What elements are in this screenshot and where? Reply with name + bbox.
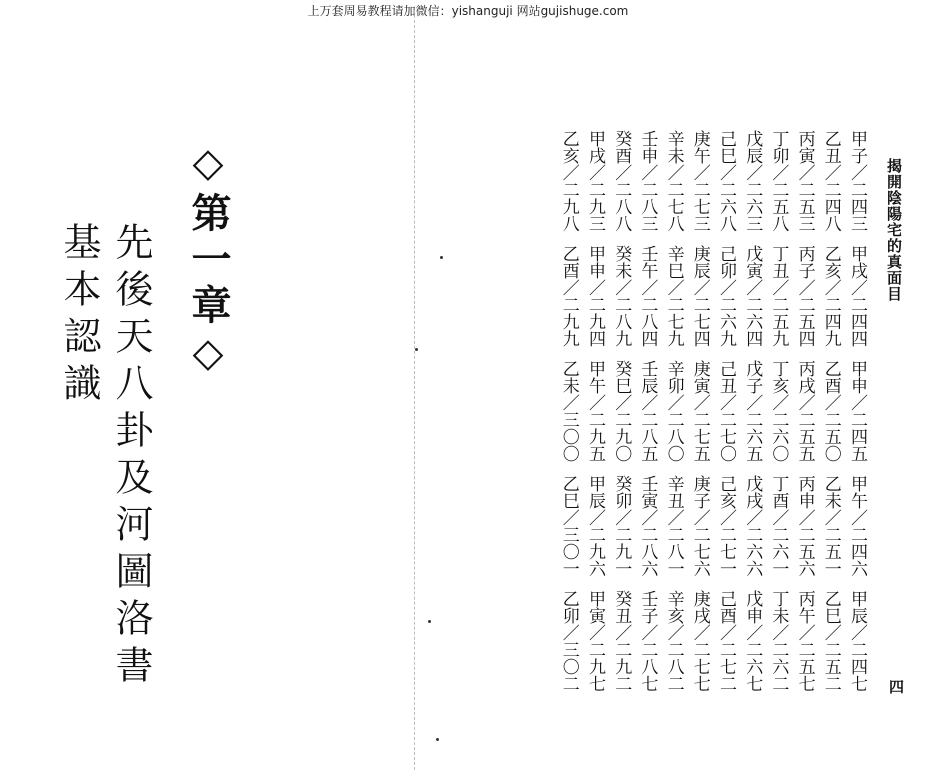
ganzhi-entry: 乙巳／二五二 [820, 590, 841, 692]
ganzhi-entry: 癸酉／二八八 [611, 130, 632, 232]
ganzhi-entry: 戊戌／二六六 [742, 475, 763, 577]
ganzhi-entry: 壬午／二八四 [637, 245, 658, 347]
ganzhi-entry: 乙未／三〇〇 [558, 360, 579, 462]
ganzhi-entry: 戊申／二六七 [742, 590, 763, 692]
ganzhi-entry: 甲申／二四五 [847, 360, 867, 462]
scan-speck [440, 256, 443, 259]
ganzhi-entry: 丁未／二六二 [768, 590, 789, 692]
ganzhi-entry: 甲申／二九四 [585, 245, 605, 347]
ganzhi-entry: 乙酉／二九九 [558, 245, 579, 347]
scan-speck [428, 620, 431, 623]
ganzhi-entry: 甲子／二四三 [847, 130, 867, 232]
ganzhi-entry: 癸丑／二九二 [611, 590, 632, 692]
page-gutter [414, 10, 416, 770]
chapter-title-line-1: 先後天八卦及河圖洛書 [109, 222, 153, 692]
ganzhi-entry: 癸巳／二九〇 [611, 360, 632, 462]
ganzhi-entry: 己丑／二七〇 [716, 360, 736, 462]
ganzhi-entry: 辛巳／二七九 [663, 245, 684, 347]
watermark-text: 上万套周易教程请加微信：yishanguji 网站gujishuge.com [307, 4, 629, 18]
ganzhi-entry: 丙申／二五六 [794, 475, 815, 577]
ganzhi-entry: 辛未／二七八 [663, 130, 684, 232]
chapter-heading: ◇第一章◇ [185, 140, 231, 382]
ganzhi-entry: 丙子／二五四 [794, 245, 815, 347]
ganzhi-entry: 己亥／二七一 [716, 475, 736, 577]
ganzhi-entry: 癸未／二八九 [611, 245, 632, 347]
ganzhi-entry: 丙午／二五七 [794, 590, 815, 692]
ganzhi-entry: 戊寅／二六四 [742, 245, 763, 347]
ganzhi-entry: 乙亥／二四九 [820, 245, 841, 347]
ganzhi-entry: 甲戌／二九三 [585, 130, 605, 232]
ganzhi-entry: 己酉／二七二 [716, 590, 736, 692]
ganzhi-entry: 己卯／二六九 [716, 245, 736, 347]
ganzhi-entry: 壬寅／二八六 [637, 475, 658, 577]
ganzhi-entry: 己巳／二六八 [716, 130, 736, 232]
ganzhi-entry: 壬申／二八三 [637, 130, 658, 232]
page-number: 四 [889, 678, 905, 696]
ganzhi-entry: 丁亥／二六〇 [768, 360, 789, 462]
ganzhi-entry: 甲午／二九五 [585, 360, 605, 462]
ganzhi-entry: 乙卯／三〇二 [558, 590, 579, 692]
running-header: 揭開陰陽宅的真面目 [885, 158, 903, 302]
ganzhi-entry: 庚子／二七六 [689, 475, 710, 577]
scan-speck [415, 348, 418, 351]
ganzhi-entry: 丁卯／二五八 [768, 130, 789, 232]
ganzhi-entry: 乙丑／二四八 [820, 130, 841, 232]
ganzhi-entry: 壬子／二八七 [637, 590, 658, 692]
ganzhi-entry: 庚寅／二七五 [689, 360, 710, 462]
ganzhi-entry: 辛丑／二八一 [663, 475, 684, 577]
ganzhi-entry: 庚戌／二七七 [689, 590, 710, 692]
ganzhi-entry: 辛亥／二八二 [663, 590, 684, 692]
ganzhi-entry: 甲午／二四六 [847, 475, 867, 577]
ganzhi-entry: 戊子／二六五 [742, 360, 763, 462]
ganzhi-entry: 甲辰／二四七 [847, 590, 867, 692]
ganzhi-entry: 乙酉／二五〇 [820, 360, 841, 462]
ganzhi-entry: 壬辰／二八五 [637, 360, 658, 462]
ganzhi-entry: 癸卯／二九一 [611, 475, 632, 577]
chapter-title-line-2: 基本認識 [57, 222, 101, 410]
ganzhi-entry: 丁丑／二五九 [768, 245, 789, 347]
ganzhi-entry: 丙戌／二五五 [794, 360, 815, 462]
ganzhi-entry: 辛卯／二八〇 [663, 360, 684, 462]
ganzhi-entry: 庚午／二七三 [689, 130, 710, 232]
ganzhi-entry: 丁酉／二六一 [768, 475, 789, 577]
ganzhi-entry: 甲戌／二四四 [847, 245, 867, 347]
ganzhi-entry: 甲寅／二九七 [585, 590, 605, 692]
ganzhi-entry: 乙巳／三〇一 [558, 475, 579, 577]
scan-speck [436, 738, 439, 741]
ganzhi-entry: 乙亥／二九八 [558, 130, 579, 232]
ganzhi-entry: 庚辰／二七四 [689, 245, 710, 347]
ganzhi-entry: 乙未／二五一 [820, 475, 841, 577]
ganzhi-entry: 丙寅／二五三 [794, 130, 815, 232]
ganzhi-entry: 戊辰／二六三 [742, 130, 763, 232]
ganzhi-entry: 甲辰／二九六 [585, 475, 605, 577]
